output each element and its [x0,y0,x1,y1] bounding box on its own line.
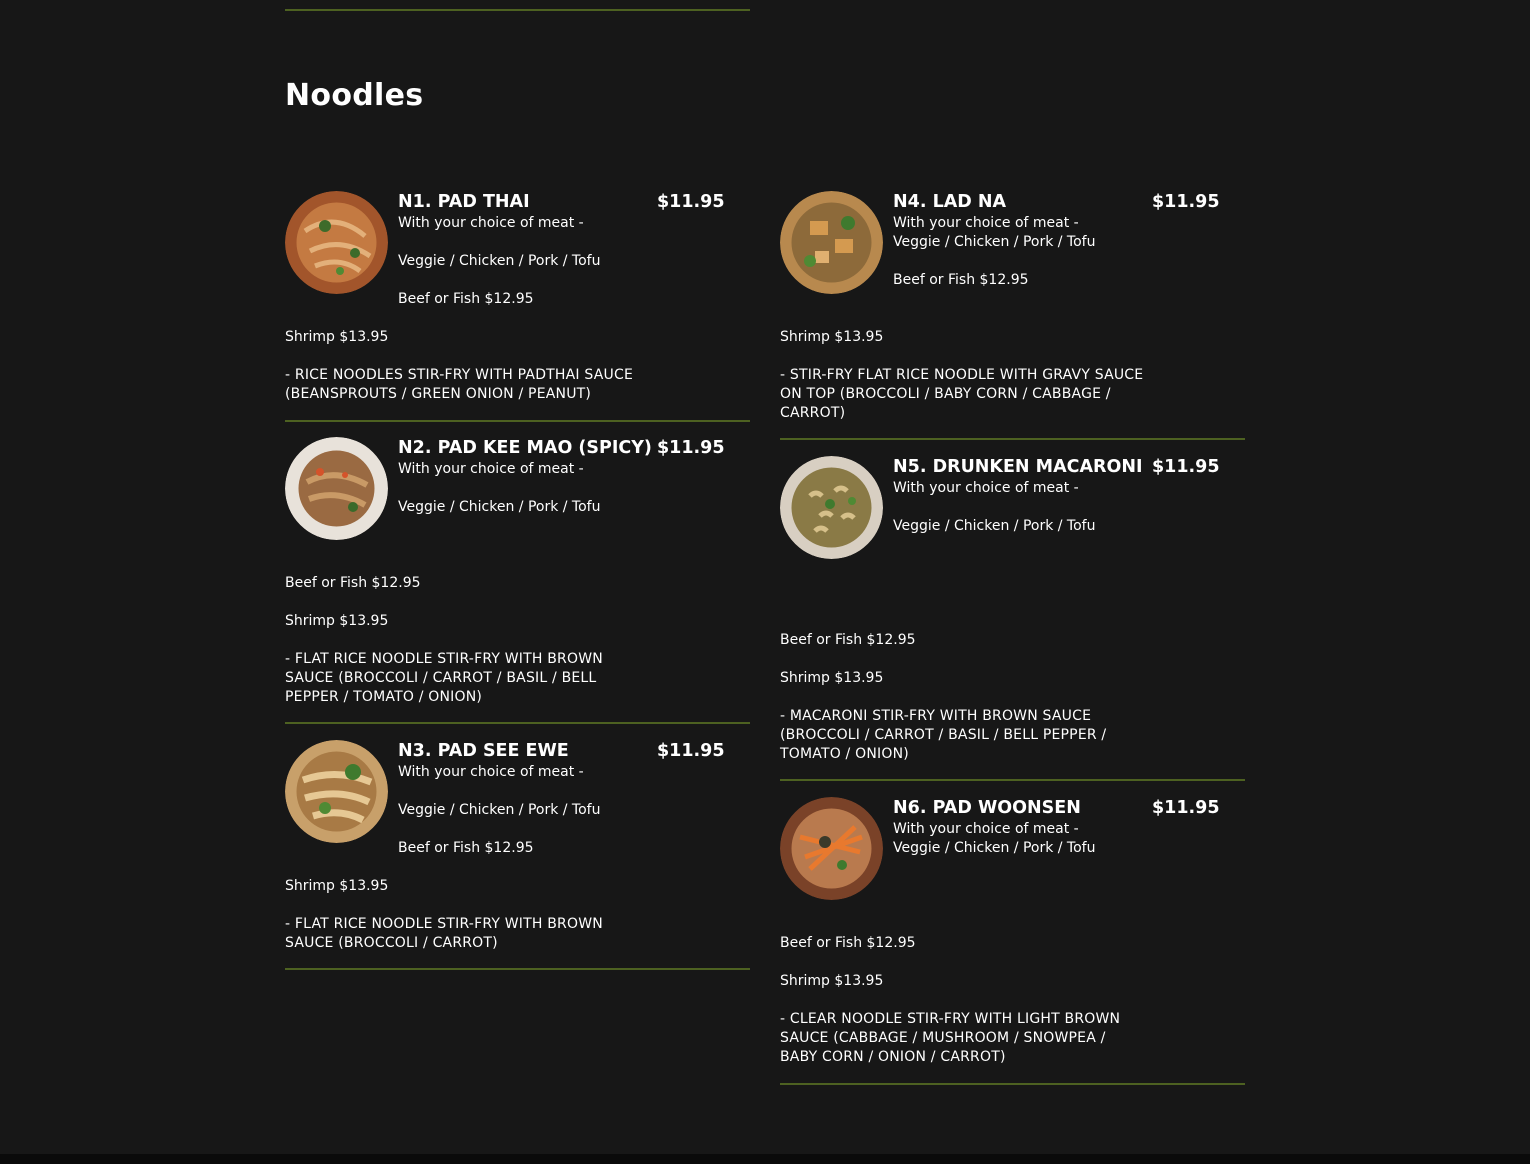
item-description: - FLAT RICE NOODLE STIR-FRY WITH BROWN SAUCE (BROCCOLI / CARROT / BASIL / BELL PEPPER / TOMATO / ONION) [285,651,603,705]
beef-fish-price: Beef or Fish $12.95 [893,272,1029,288]
beef-fish-price: Beef or Fish $12.95 [780,632,916,648]
meat-choice-text: With your choice of meat - [893,480,1079,496]
item-description: - CLEAR NOODLE STIR-FRY WITH LIGHT BROWN SAUCE (CABBAGE / MUSHROOM / SNOWPEA / BABY CORN / ONION / CARROT) [780,1011,1121,1065]
meat-options-text: Veggie / Chicken / Pork / Tofu [398,499,601,515]
item-description: - STIR-FRY FLAT RICE NOODLE WITH GRAVY SAUCE ON TOP (BROCCOLI / BABY CORN / CABBAGE / CARROT) [780,367,1144,421]
meat-choice-text: With your choice of meat - [398,764,584,780]
item-divider [285,722,750,724]
beef-fish-price: Beef or Fish $12.95 [285,575,421,591]
meat-choice-text: With your choice of meat - [398,215,584,231]
menu-item-pad-woonsen [780,797,1245,1087]
shrimp-price: Shrimp $13.95 [285,613,389,629]
meat-options-text: Veggie / Chicken / Pork / Tofu [893,840,1096,856]
item-price: $11.95 [1152,192,1220,212]
item-description: - FLAT RICE NOODLE STIR-FRY WITH BROWN SAUCE (BROCCOLI / CARROT) [285,916,603,951]
shrimp-price: Shrimp $13.95 [780,670,884,686]
meat-choice-text: With your choice of meat - [398,461,584,477]
item-name: N1. PAD THAI [398,192,530,212]
meat-choice-text: With your choice of meat - [893,215,1079,231]
item-name: N4. LAD NA [893,192,1007,212]
item-price: $11.95 [657,438,725,458]
item-price: $11.95 [657,192,725,212]
shrimp-price: Shrimp $13.95 [285,329,389,345]
pad-see-ewe-photo [285,740,388,843]
meat-options-text: Veggie / Chicken / Pork / Tofu [893,234,1096,250]
item-name: N5. DRUNKEN MACARONI [893,457,1143,477]
section-top-divider [285,9,750,11]
menu-item-lad-na [780,191,1245,442]
meat-choice-text: With your choice of meat - [893,821,1079,837]
item-divider [780,438,1245,440]
item-name: N3. PAD SEE EWE [398,741,569,761]
shrimp-price: Shrimp $13.95 [285,878,389,894]
beef-fish-price: Beef or Fish $12.95 [398,840,534,856]
pad-kee-mao-photo [285,437,388,540]
item-name: N2. PAD KEE MAO (SPICY) [398,438,652,458]
meat-options-text: Veggie / Chicken / Pork / Tofu [398,802,601,818]
menu-item-drunken-macaroni [780,456,1245,783]
item-description: - MACARONI STIR-FRY WITH BROWN SAUCE (BROCCOLI / CARROT / BASIL / BELL PEPPER / TOMATO / ONION) [780,708,1107,762]
menu-item-pad-thai [285,191,750,423]
item-divider [780,779,1245,781]
item-name: N6. PAD WOONSEN [893,798,1081,818]
pad-woonsen-photo [780,797,883,900]
drunken-macaroni-photo [780,456,883,559]
meat-options-text: Veggie / Chicken / Pork / Tofu [398,253,601,269]
menu-item-pad-kee-mao [285,437,750,726]
section-title: Noodles [285,78,424,113]
item-price: $11.95 [657,741,725,761]
menu-item-pad-see-ewe [285,740,750,972]
item-price: $11.95 [1152,798,1220,818]
beef-fish-price: Beef or Fish $12.95 [780,935,916,951]
item-divider [780,1083,1245,1085]
meat-options-text: Veggie / Chicken / Pork / Tofu [893,518,1096,534]
item-description: - RICE NOODLES STIR-FRY WITH PADTHAI SAUCE (BEANSPROUTS / GREEN ONION / PEANUT) [285,367,634,402]
lad-na-photo [780,191,883,294]
shrimp-price: Shrimp $13.95 [780,973,884,989]
item-divider [285,968,750,970]
footer-bar [0,1154,1530,1164]
shrimp-price: Shrimp $13.95 [780,329,884,345]
item-divider [285,420,750,422]
beef-fish-price: Beef or Fish $12.95 [398,291,534,307]
item-price: $11.95 [1152,457,1220,477]
pad-thai-photo [285,191,388,294]
